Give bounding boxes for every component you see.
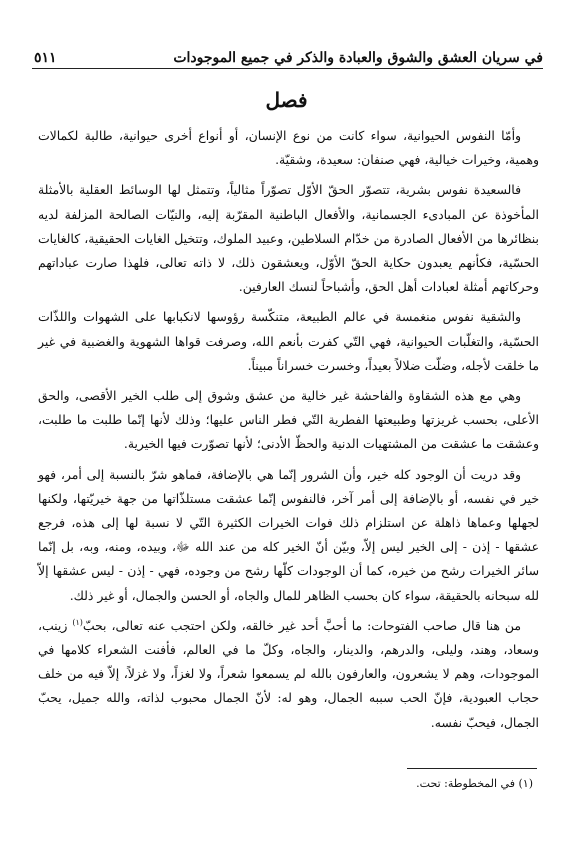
- running-head: [34, 44, 543, 66]
- paragraph: والشقية نفوس منغمسة في عالم الطبيعة، متنكّسة رؤوسها لانكبابها على الشهوات واللذّات الحسّية، والتغلّبات الحيوانية، فهي التّي كفرت بأنعم الله، وصرفت قواها الشهوية والغضبية في غير ما خلقت لأجله، وضلّت ضلالاً بعيداً، وخسرت خسراناً مبيناً.: [38, 309, 539, 373]
- paragraph: فالسعيدة نفوس بشرية، تتصوّر الحقّ الأوّل تصوّراً مثالياً، وتتمثل لها الوسائط العقلية بالأمثلة المأخوذة عن المبادىء الجسمانية، والأفعال الباطنية المقرّبة إليه، والنيّات الصالحة المزلفة لديه بنظائرها من الأفعال الصادرة من خدّام السلاطين، وعبيد الملوك، وتتخيل الغايات الحقيقية، كالغايات الحسّية، فكأنهم يعبدون حكاية الحقّ الأوّل، ويعشقون ذلك، لا ذاته تعالى، فلهذا صارت عباداتهم وحركاتهم أمثلة لعبادات أهل الحق، وأشباحاً لنسك العارفين.: [38, 182, 539, 295]
- header-rule: [32, 68, 543, 69]
- footnote-reference[interactable]: (١): [72, 617, 83, 627]
- paragraph: وهي مع هذه الشقاوة والفاحشة غير خالية من عشق وشوق إلى طلب الخير الأقصى، والحق الأعلى، بحسب غريزتها وطبيعتها الفطرية التّي فطر الناس عليها؛ وذلك لأنها إنّما طلبت ما طلبت، وعشقت ما عشقت من المشتهيات الدنية والحظّ الأدنى؛ لأنها تصوّرت فيها الخيرية.: [38, 388, 539, 452]
- body-text: [38, 124, 539, 741]
- paragraph: [38, 614, 539, 735]
- paragraph-text: زينب، وسعاد، وهند، وليلى، والدرهم، والدينار، والجاه، وكلّ ما في العالم، فأفنت الشعراء كلامها في الموجودات، وهم لا يشعرون، والعارفون بالله لم يسمعوا شعراً، ولا لغزاً، ولا غزلاً، إلاّ فيه من خلف حجاب العبودية، فإنّ الحب سببه الجمال، وهو له: لأنّ الجمال محبوب لذاته، والله جميل، يحبّ الجمال، فيحبّ نفسه.: [38, 617, 539, 730]
- page-number: ٥١١: [34, 50, 57, 66]
- paragraph: وأمّا النفوس الحيوانية، سواء كانت من نوع الإنسان، أو أنواع أخرى حيوانية، طالبة لكمالات وهمية، وخيرات خيالية، فهي صنفان: سعيدة، وشقيّة.: [38, 128, 539, 168]
- paragraph-text: من هنا قال صاحب الفتوحات: ما أحبَّ أحد غير خالقه، ولكن احتجب عنه تعالى، بحبّ: [82, 617, 521, 633]
- footnote-rule: [407, 768, 537, 769]
- paragraph: وقد دريت أن الوجود كله خير، وأن الشرور إنّما هي بالإضافة، فماهو شرّ بالنسبة إلى أمر، فهو خير في نفسه، أو بالإضافة إلى أمر آخر، فالنفوس إنّما عشقت مستلذّاتها من جهة خيريّتها، ولكنها لجهلها وعماها ذاهلة عن استلزام ذلك فوات الخيرات الكثيرة التّي لا نسبة لها إلى هذه، فرجع عشقها - إذن - إلى الخير ليس إلاّ، وبيّن أنّ الخير كله من عند الله ﷻ، وبيده، ومنه، وبه، بل إنّما سائر الخيرات رشح من خيره، كما أن الوجودات كلّها رشح من وجوده، فهي - إذن - ليس عشقها إلاّ لله سبحانه بالحقيقة، سواء كان بحسب الظاهر للمال والجاه، أو الحسن والجمال، أو غير ذلك.: [38, 466, 539, 603]
- running-head-title: في سريان العشق والشوق والعبادة والذكر في جميع الموجودات: [173, 50, 543, 66]
- footnote: (١) في المخطوطة: تحت.: [416, 777, 533, 790]
- section-title: فصل: [265, 88, 308, 112]
